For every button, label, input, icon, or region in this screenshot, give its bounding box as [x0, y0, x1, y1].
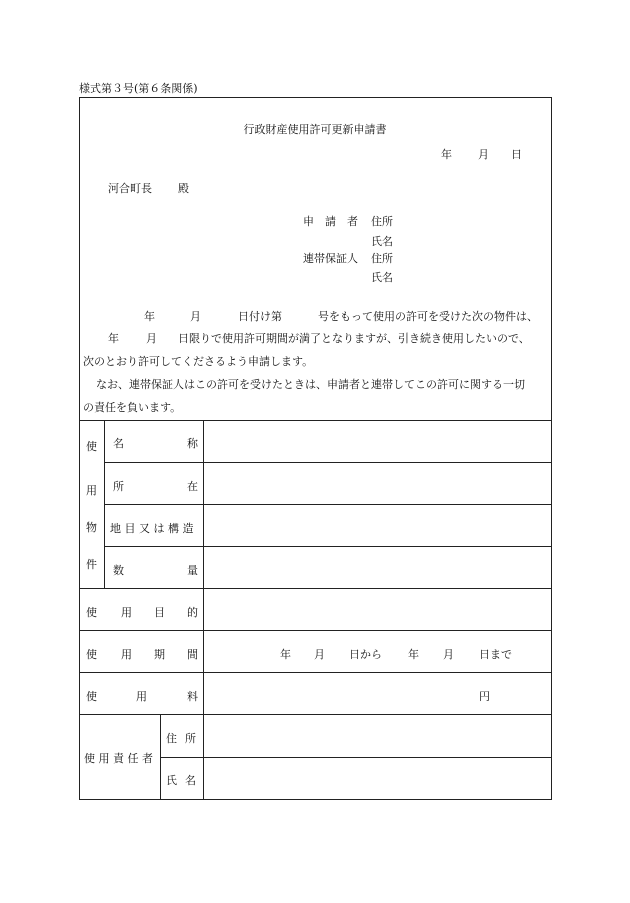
row-location-b: 在	[187, 480, 198, 493]
body-l2-year: 年	[108, 332, 119, 345]
body-l4: なお、連帯保証人はこの許可を受けたときは、申請者と連帯してこの許可に関する一切	[96, 378, 525, 391]
period-to-day: 日まで	[479, 648, 512, 661]
guarantor-address-label: 住所	[371, 252, 393, 265]
group-char-4: 件	[86, 558, 97, 571]
purpose-char-4: 的	[187, 606, 198, 619]
purpose-char-2: 用	[121, 606, 132, 619]
period-char-1: 使	[86, 648, 97, 661]
group-char-1: 使	[86, 440, 97, 453]
row-quantity-b: 量	[187, 564, 198, 577]
body-l3: 次のとおり許可してくださるよう申請します。	[83, 355, 314, 368]
resp-name-b: 名	[185, 774, 196, 787]
row-line-5	[79, 630, 552, 631]
body-l1-year: 年	[144, 310, 155, 323]
body-l1-rest: 号をもって使用の許可を受けた次の物件は、	[318, 310, 538, 323]
purpose-char-1: 使	[86, 606, 97, 619]
period-from-day: 日から	[349, 648, 382, 661]
row-line-4	[79, 588, 552, 589]
period-char-2: 用	[121, 648, 132, 661]
period-to-year: 年	[408, 648, 419, 661]
resp-address-a: 住	[166, 732, 177, 745]
row-line-3	[104, 546, 552, 547]
table-top-line	[79, 420, 552, 421]
period-char-3: 期	[154, 648, 165, 661]
group-char-3: 物	[86, 521, 97, 534]
date-day-label: 日	[511, 148, 522, 161]
fee-char-2: 用	[136, 690, 147, 703]
period-to-month: 月	[443, 648, 454, 661]
row-line-2	[104, 504, 552, 505]
row-land: 地 目 又 は 構 造	[110, 522, 194, 535]
applicant-name-label: 氏名	[371, 235, 393, 248]
purpose-char-3: 目	[154, 606, 165, 619]
group-char-2: 用	[86, 484, 97, 497]
body-l1-month: 月	[190, 310, 201, 323]
row-location-a: 所	[113, 480, 124, 493]
body-l5: の責任を負います。	[83, 401, 182, 414]
period-from-year: 年	[280, 648, 291, 661]
fee-char-1: 使	[86, 690, 97, 703]
responsible-label: 使 用 責 任 者	[84, 752, 153, 765]
guarantor-label: 連帯保証人	[303, 252, 358, 265]
group-divider	[104, 420, 105, 588]
form-label: 様式第３号(第６条関係)	[79, 82, 198, 95]
fee-unit: 円	[479, 690, 490, 703]
period-from-month: 月	[314, 648, 325, 661]
body-l2-rest: 日限りで使用許可期間が満了となりますが、引き続き使用したいので、	[178, 332, 530, 345]
addressee-honorific: 殿	[178, 182, 189, 195]
addressee-name: 河合町長	[108, 182, 152, 195]
period-char-4: 間	[187, 648, 198, 661]
row-line-6	[79, 672, 552, 673]
applicant-address-label: 住所	[371, 215, 393, 228]
date-month-label: 月	[478, 148, 489, 161]
form-title: 行政財産使用許可更新申請書	[243, 123, 387, 136]
row-line-8	[160, 757, 552, 758]
row-line-7	[79, 714, 552, 715]
row-line-1	[104, 462, 552, 463]
row-name-a: 名	[113, 437, 124, 450]
resp-name-a: 氏	[166, 774, 177, 787]
row-quantity-a: 数	[113, 564, 124, 577]
body-l2-month: 月	[146, 332, 157, 345]
row-name-b: 称	[187, 437, 198, 450]
responsible-divider	[160, 714, 161, 800]
label-divider	[203, 420, 204, 800]
body-l1-day: 日付け第	[238, 310, 282, 323]
fee-char-3: 料	[187, 690, 198, 703]
applicant-label: 申 請 者	[303, 215, 358, 228]
guarantor-name-label: 氏名	[371, 271, 393, 284]
date-year-label: 年	[441, 148, 452, 161]
resp-address-b: 所	[185, 732, 196, 745]
